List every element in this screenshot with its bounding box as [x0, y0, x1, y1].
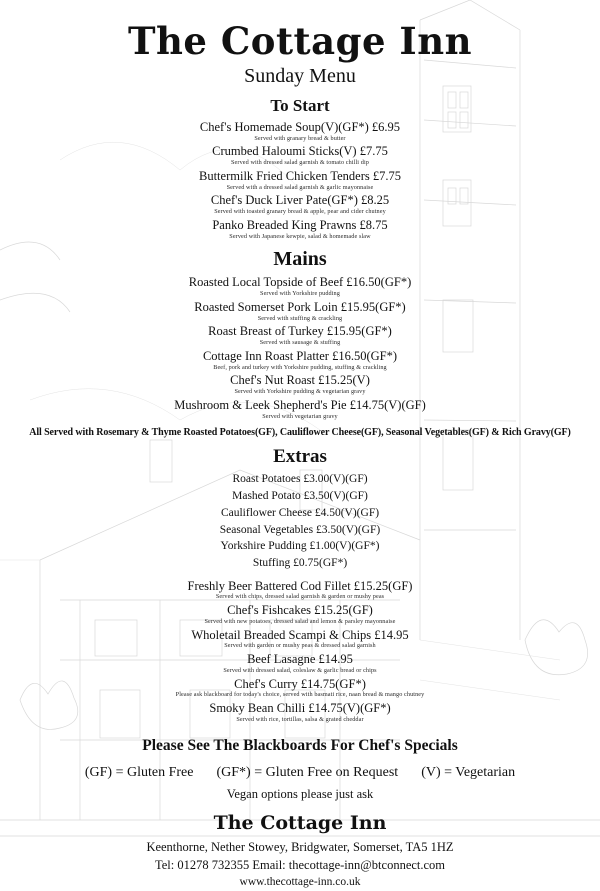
menu-item-name: Freshly Beer Battered Cod Fillet £15.25(GF): [187, 578, 413, 593]
menu-item: [20, 701, 580, 724]
section-extras: [20, 446, 580, 570]
menu-item-name: Stuffing £0.75(GF*): [252, 556, 348, 569]
menu-item-description: Served with Yorkshire pudding: [260, 290, 340, 298]
menu-item-name: Wholetail Breaded Scampi & Chips £14.95: [191, 627, 409, 642]
menu-item-name: Yorkshire Pudding £1.00(V)(GF*): [220, 540, 380, 553]
menu-item-description: Served with sausage & stuffing: [259, 339, 341, 347]
menu-item-name: Roast Breast of Turkey £15.95(GF*): [208, 324, 392, 339]
menu-item-name: Chef's Homemade Soup(V)(GF*) £6.95: [199, 119, 401, 134]
menu-item-description: Served with Japanese kewpie, salad & homemade slaw: [229, 232, 371, 240]
menu-item-name: Smoky Bean Chilli £14.75(V)(GF*): [209, 701, 391, 716]
legend-gluten-free-request: (GF*) = Gluten Free on Request: [216, 764, 399, 780]
menu-item-name: Chef's Fishcakes £15.25(GF): [227, 603, 373, 618]
menu-item: [20, 275, 580, 298]
footer-address: Keenthorne, Nether Stowey, Bridgwater, Somerset, TA5 1HZ: [146, 839, 454, 854]
menu-item-description: Please ask blackboard for today's choice, served with basmati rice, naan bread & mango chutney: [175, 691, 425, 699]
legend-gluten-free: (GF) = Gluten Free: [84, 764, 194, 780]
menu-item-name: Beef Lasagne £14.95: [247, 652, 353, 667]
menu-item-name: Crumbed Haloumi Sticks(V) £7.75: [212, 144, 388, 159]
menu-item-description: Served with rice, tortillas, salsa & grated cheddar: [236, 715, 364, 723]
section-starters: [20, 96, 580, 241]
footer-title: The Cottage Inn: [213, 811, 387, 834]
menu-item: [20, 373, 580, 396]
page-title: The Cottage Inn: [127, 19, 473, 63]
menu-item: [20, 506, 580, 521]
footer-contact: Tel: 01278 732355 Email: thecottage-inn@btconnect.com: [154, 857, 446, 872]
section-other-dishes: [20, 579, 580, 724]
menu-item-description: Served with dressed salad, coleslaw & garlic bread or chips: [223, 666, 377, 674]
menu-item-name: Seasonal Vegetables £3.50(V)(GF): [219, 523, 381, 536]
menu-item-name: Chef's Duck Liver Pate(GF*) £8.25: [210, 193, 390, 208]
vegan-note: Vegan options please just ask: [226, 786, 374, 801]
menu-item: [20, 398, 580, 421]
section-heading-starters: To Start: [270, 95, 330, 115]
menu-item: [20, 556, 580, 571]
legend-vegetarian: (V) = Vegetarian: [421, 764, 516, 780]
menu-item: [20, 169, 580, 192]
menu-item-name: Mashed Potato £3.50(V)(GF): [232, 490, 368, 503]
menu-item: [20, 144, 580, 167]
menu-item: [20, 603, 580, 626]
menu-item-description: Served with granary bread & butter: [254, 134, 346, 142]
menu-item-name: Buttermilk Fried Chicken Tenders £7.75: [199, 168, 401, 183]
section-heading-mains: Mains: [273, 248, 327, 271]
menu-content: [20, 19, 580, 891]
menu-item: [20, 579, 580, 602]
menu-item-description: Served with dressed salad garnish & tomato chilli dip: [231, 159, 369, 167]
menu-item-name: Chef's Curry £14.75(GF*): [234, 676, 366, 691]
menu-item-description: Served with new potatoes, dressed salad and lemon & parsley mayonnaise: [204, 617, 396, 625]
menu-item-name: Chef's Nut Roast £15.25(V): [230, 373, 370, 388]
menu-item: [20, 349, 580, 372]
menu-item-name: Roasted Local Topside of Beef £16.50(GF*): [188, 275, 412, 290]
section-heading-extras: Extras: [273, 446, 327, 468]
footer-website: www.thecottage-inn.co.uk: [239, 875, 361, 888]
menu-item-description: Served with vegetarian gravy: [262, 412, 338, 420]
menu-item: [20, 193, 580, 216]
menu-item: [20, 489, 580, 504]
menu-item: [20, 120, 580, 143]
menu-item-description: Served with stuffing & crackling: [257, 314, 343, 322]
menu-item-description: Served with a dressed salad garnish & garlic mayonnaise: [226, 183, 374, 191]
blackboard-specials-note: Please See The Blackboards For Chef's Specials: [142, 736, 458, 754]
menu-item: [20, 628, 580, 651]
menu-item-name: Panko Breaded King Prawns £8.75: [212, 217, 388, 232]
menu-item-name: Roast Potatoes £3.00(V)(GF): [232, 473, 368, 486]
menu-item: [20, 523, 580, 538]
menu-item: [20, 472, 580, 487]
page-subtitle: Sunday Menu: [244, 64, 356, 87]
menu-item-name: Mushroom & Leek Shepherd's Pie £14.75(V)(GF): [174, 397, 426, 412]
menu-item: [20, 324, 580, 347]
menu-item: [20, 652, 580, 675]
menu-item: [20, 677, 580, 700]
menu-item-name: Roasted Somerset Pork Loin £15.95(GF*): [194, 299, 406, 314]
menu-item-name: Cauliflower Cheese £4.50(V)(GF): [220, 506, 380, 519]
allergen-legend: [20, 765, 580, 781]
mains-all-served-note: All Served with Rosemary & Thyme Roasted Potatoes(GF), Cauliflower Cheese(GF), Seasonal Vegetables(GF) & Rich Gravy(GF): [29, 427, 571, 439]
menu-item-description: Served with Yorkshire pudding & vegetarian gravy: [234, 388, 366, 396]
menu-item: [20, 300, 580, 323]
menu-item-description: Served with toasted granary bread & apple, pear and cider chutney: [214, 208, 386, 216]
menu-item-description: Served with garden or mushy peas & dressed salad garnish: [224, 642, 376, 650]
menu-item-description: Served with chips, dressed salad garnish & garden or mushy peas: [215, 593, 385, 601]
menu-item: [20, 539, 580, 554]
menu-item: [20, 218, 580, 241]
section-mains: [20, 248, 580, 438]
menu-item-name: Cottage Inn Roast Platter £16.50(GF*): [202, 348, 398, 363]
menu-item-description: Beef, pork and turkey with Yorkshire pudding, stuffing & crackling: [213, 363, 387, 371]
